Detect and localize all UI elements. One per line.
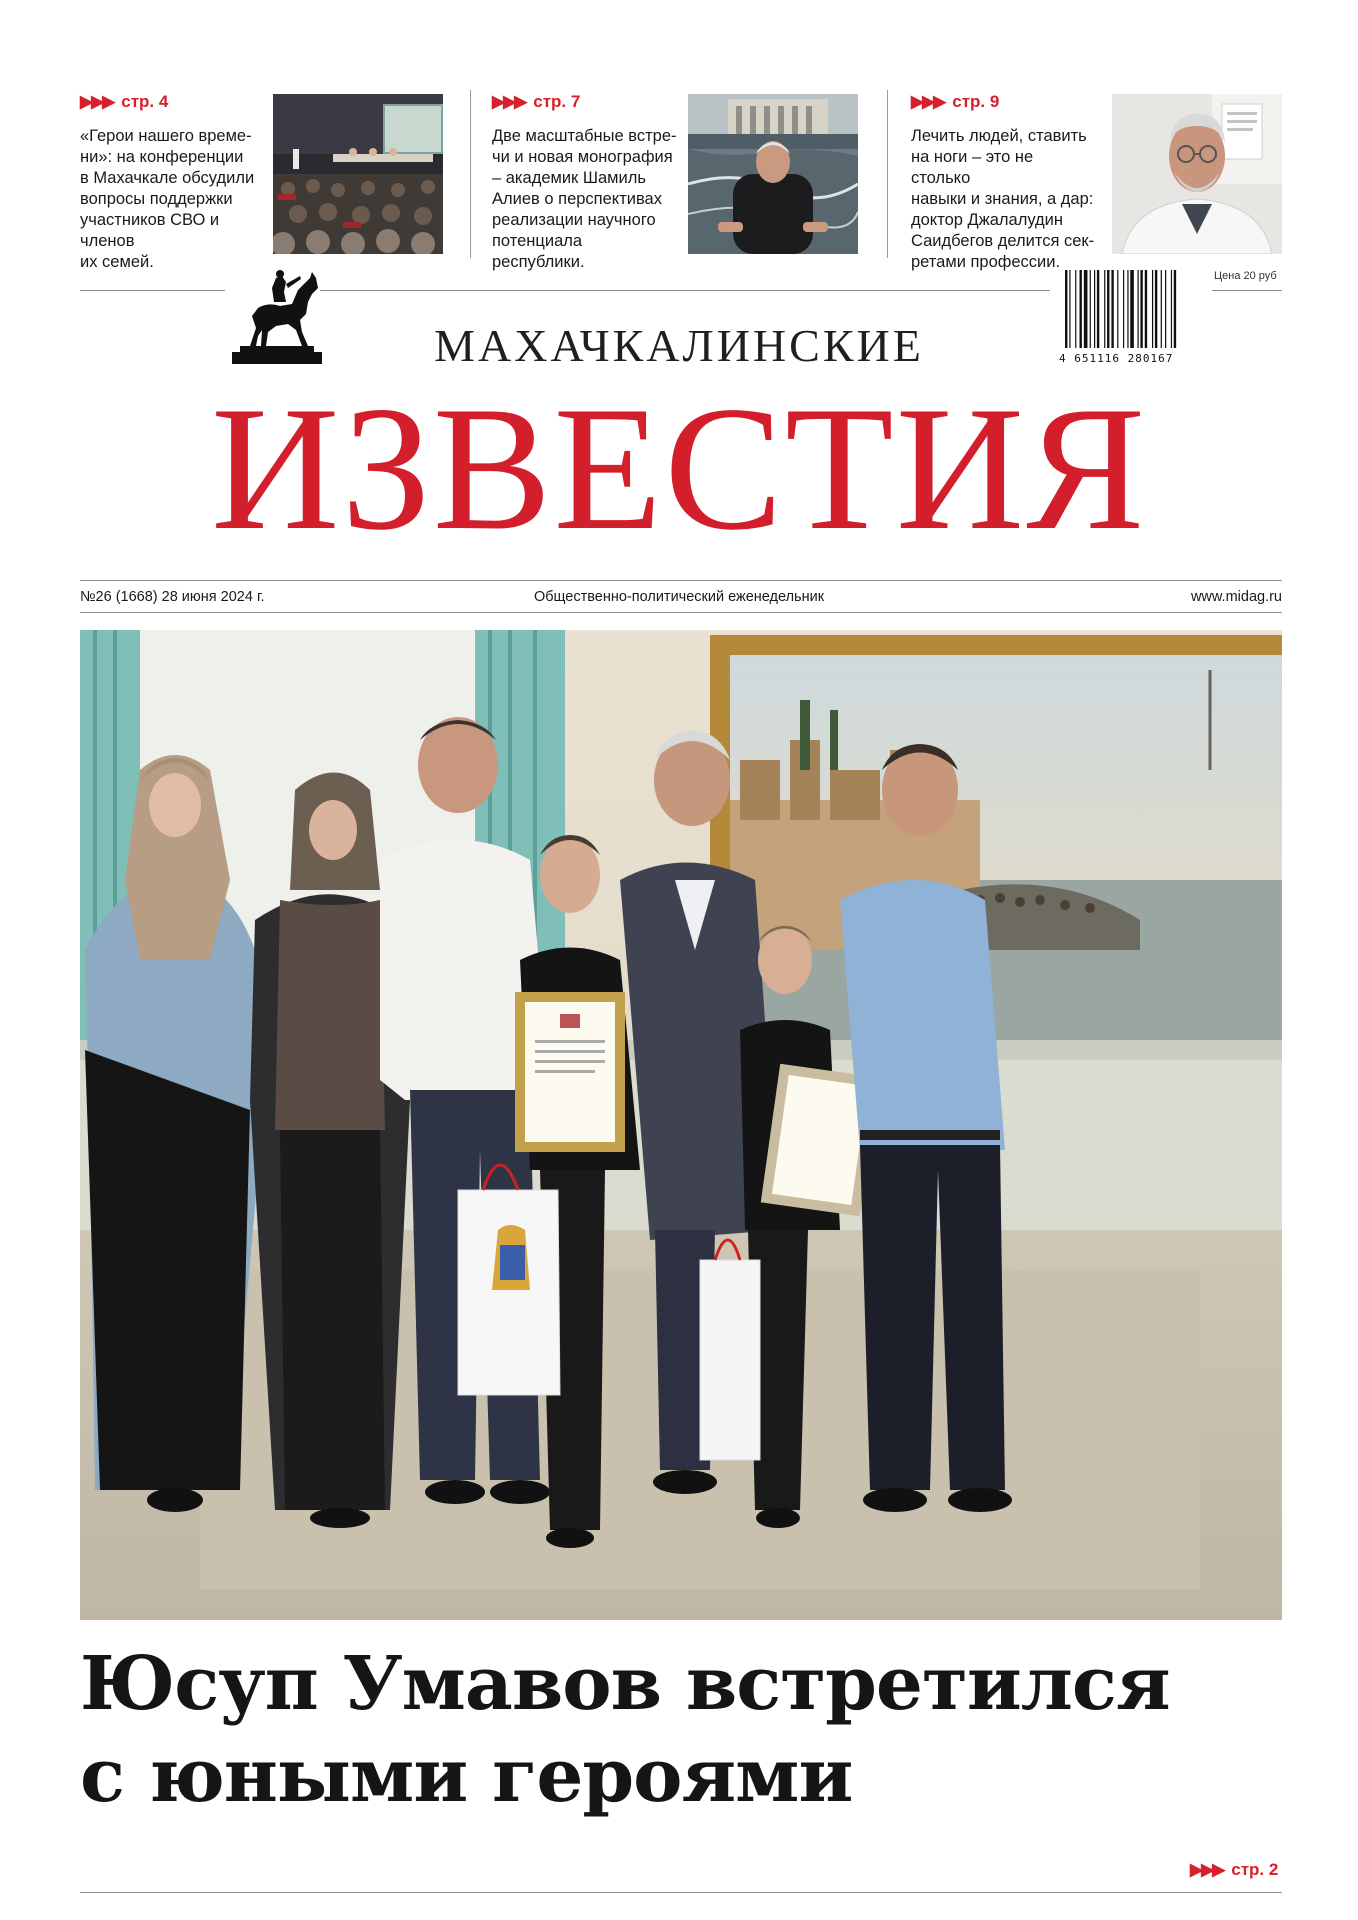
info-rule-top [80, 580, 1282, 581]
page-reference[interactable] [492, 90, 580, 114]
main-photo [80, 630, 1282, 1620]
headline-line-1: Юсуп Умавов встретился [80, 1641, 1170, 1727]
price-label: Цена 20 руб [1214, 270, 1277, 282]
teaser-text: Две масштабные встре- чи и новая монография – академик Шамиль Алиев о перспективах реализации научного потенциала республики. [492, 127, 677, 271]
teaser-conference[interactable] [80, 90, 480, 271]
academic-portrait-photo [688, 94, 858, 254]
masthead-rule-left [80, 290, 225, 291]
page-reference[interactable] [80, 90, 168, 114]
masthead-rule-center [320, 290, 1050, 291]
masthead-subtitle: МАХАЧКАЛИНСКИЕ [434, 320, 924, 371]
teaser-academic[interactable] [492, 90, 862, 271]
arrows-icon: ▶▶▶ [492, 92, 526, 111]
page-ref-label: стр. 9 [952, 92, 1000, 111]
masthead-rule-right [1212, 290, 1282, 291]
conference-photo [273, 94, 443, 254]
doctor-portrait-photo [1112, 94, 1282, 254]
masthead-title: ИЗВЕСТИЯ [211, 369, 1147, 567]
website-link[interactable]: www.midag.ru [1190, 589, 1282, 605]
publication-tagline: Общественно-политический еженедельник [533, 589, 825, 605]
teaser-text: Лечить людей, ставить на ноги – это не столько навыки и знания, а дар: доктор Джалалудин Саидбегов делится сек- ретами профессии. [911, 127, 1095, 271]
column-divider [887, 90, 888, 258]
arrows-icon: ▶▶▶ [80, 92, 114, 111]
arrows-icon: ▶▶▶ [911, 92, 945, 111]
horseman-monument-logo [228, 268, 326, 364]
footer-rule [80, 1892, 1282, 1893]
main-headline[interactable] [80, 1638, 1230, 1822]
arrows-icon: ▶▶▶ [1190, 1860, 1224, 1879]
teaser-text: «Герои нашего време- ни»: на конференции в Махачкале обсудили вопросы поддержки участников СВО и членов их семей. [80, 127, 255, 271]
column-divider [470, 90, 471, 258]
page-ref-label: стр. 7 [533, 92, 581, 111]
page-reference[interactable] [911, 90, 999, 114]
teaser-doctor[interactable] [911, 90, 1281, 271]
headline-line-2: с юными героями [80, 1733, 853, 1819]
issue-number-date: №26 (1668) 28 июня 2024 г. [80, 589, 265, 605]
barcode-number: 4 651116 280167 [1059, 352, 1174, 365]
page-ref-label: стр. 4 [121, 92, 169, 111]
headline-page-reference[interactable] [1190, 1860, 1278, 1880]
page-ref-label: стр. 2 [1231, 1860, 1279, 1879]
info-rule-bottom [80, 612, 1282, 613]
barcode-icon [1063, 270, 1203, 352]
